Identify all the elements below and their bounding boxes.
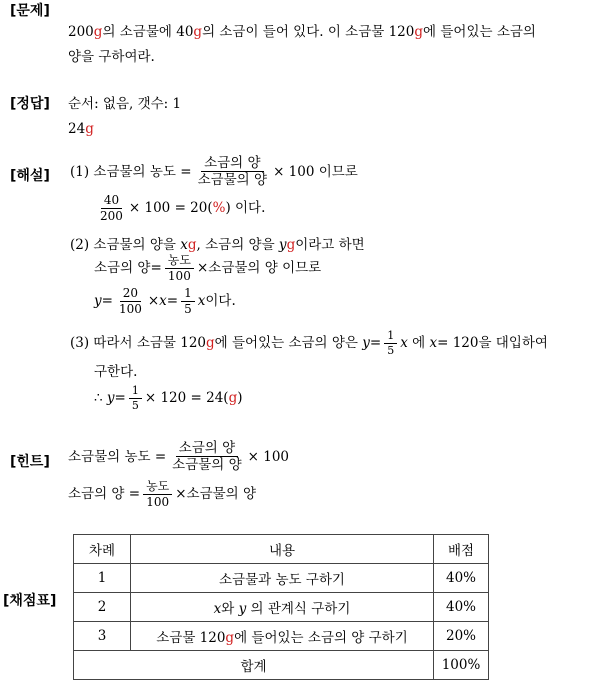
table-row	[74, 622, 489, 651]
answer-label: [정답]	[10, 96, 50, 112]
explanation-label: [해설]	[10, 168, 50, 184]
scoring-label: [채점표]	[3, 593, 57, 609]
problem-line-1: 200g의 소금물에 40g의 소금이 들어 있다. 이 소금물 120g에 들어있는 소금의	[68, 24, 536, 40]
total-label: 합계	[74, 651, 434, 680]
explanation-step-1: (1) 소금물의 농도 = $\frac{\text{소금의 양}}{\text{소금물의 양}}$ × 100 이므로	[70, 155, 358, 189]
row-content: 소금물과 농도 구하기	[131, 564, 434, 593]
scoring-table	[73, 534, 489, 680]
answer-value: 24g	[68, 121, 94, 137]
explanation-step-1b: $\frac{40}{200}$ × 100 = 20( % ) 이다.	[100, 193, 266, 223]
row-order: 1	[74, 564, 131, 593]
row-content: 소금물 120g에 들어있는 소금의 양 구하기	[131, 622, 434, 651]
row-order: 3	[74, 622, 131, 651]
row-score: 40%	[434, 564, 489, 593]
row-score: 20%	[434, 622, 489, 651]
problem-label: [문제]	[10, 3, 50, 19]
answer-meta: 순서: 없음, 갯수: 1	[68, 96, 182, 112]
explanation-step-3b: 구한다.	[94, 364, 138, 380]
table-row	[74, 564, 489, 593]
fraction-concentration: $\frac{\text{소금의 양}}{\text{소금물의 양}}$	[197, 155, 268, 189]
table-row	[74, 593, 489, 622]
header-order: 차례	[74, 535, 131, 564]
explanation-step-2b: 소금의 양= $\frac{\text{농도}}{100}$ ×소금물의 양 이므로	[94, 253, 322, 283]
row-score: 40%	[434, 593, 489, 622]
hint-line-1: 소금물의 농도 = $\frac{\text{소금의 양}}{\text{소금물의 양}}$ × 100	[68, 440, 290, 474]
explanation-step-3: (3) 따라서 소금물 120 g 에 들어있는 소금의 양은 y = $\frac{1}{5}$ x 에 x = 120을 대입하여	[70, 329, 548, 357]
explanation-step-2c: y = $\frac{20}{100}$ × x = $\frac{1}{5}$ x 이다.	[94, 286, 236, 316]
header-score: 배점	[434, 535, 489, 564]
explanation-step-2: (2) 소금물의 양을 xg, 소금의 양을 yg이라고 하면	[70, 237, 365, 253]
explanation-step-3c: ∴ y = $\frac{1}{5}$ × 120 = 24( g )	[94, 384, 243, 412]
row-content: x와 y 의 관계식 구하기	[131, 593, 434, 622]
row-order: 2	[74, 593, 131, 622]
table-total-row	[74, 651, 489, 680]
problem-line-2: 양을 구하여라.	[68, 49, 155, 65]
header-content: 내용	[131, 535, 434, 564]
table-header-row	[74, 535, 489, 564]
hint-line-2: 소금의 양 = $\frac{\text{농도}}{100}$ ×소금물의 양	[68, 479, 257, 509]
total-score: 100%	[434, 651, 489, 680]
hint-label: [힌트]	[10, 454, 50, 470]
